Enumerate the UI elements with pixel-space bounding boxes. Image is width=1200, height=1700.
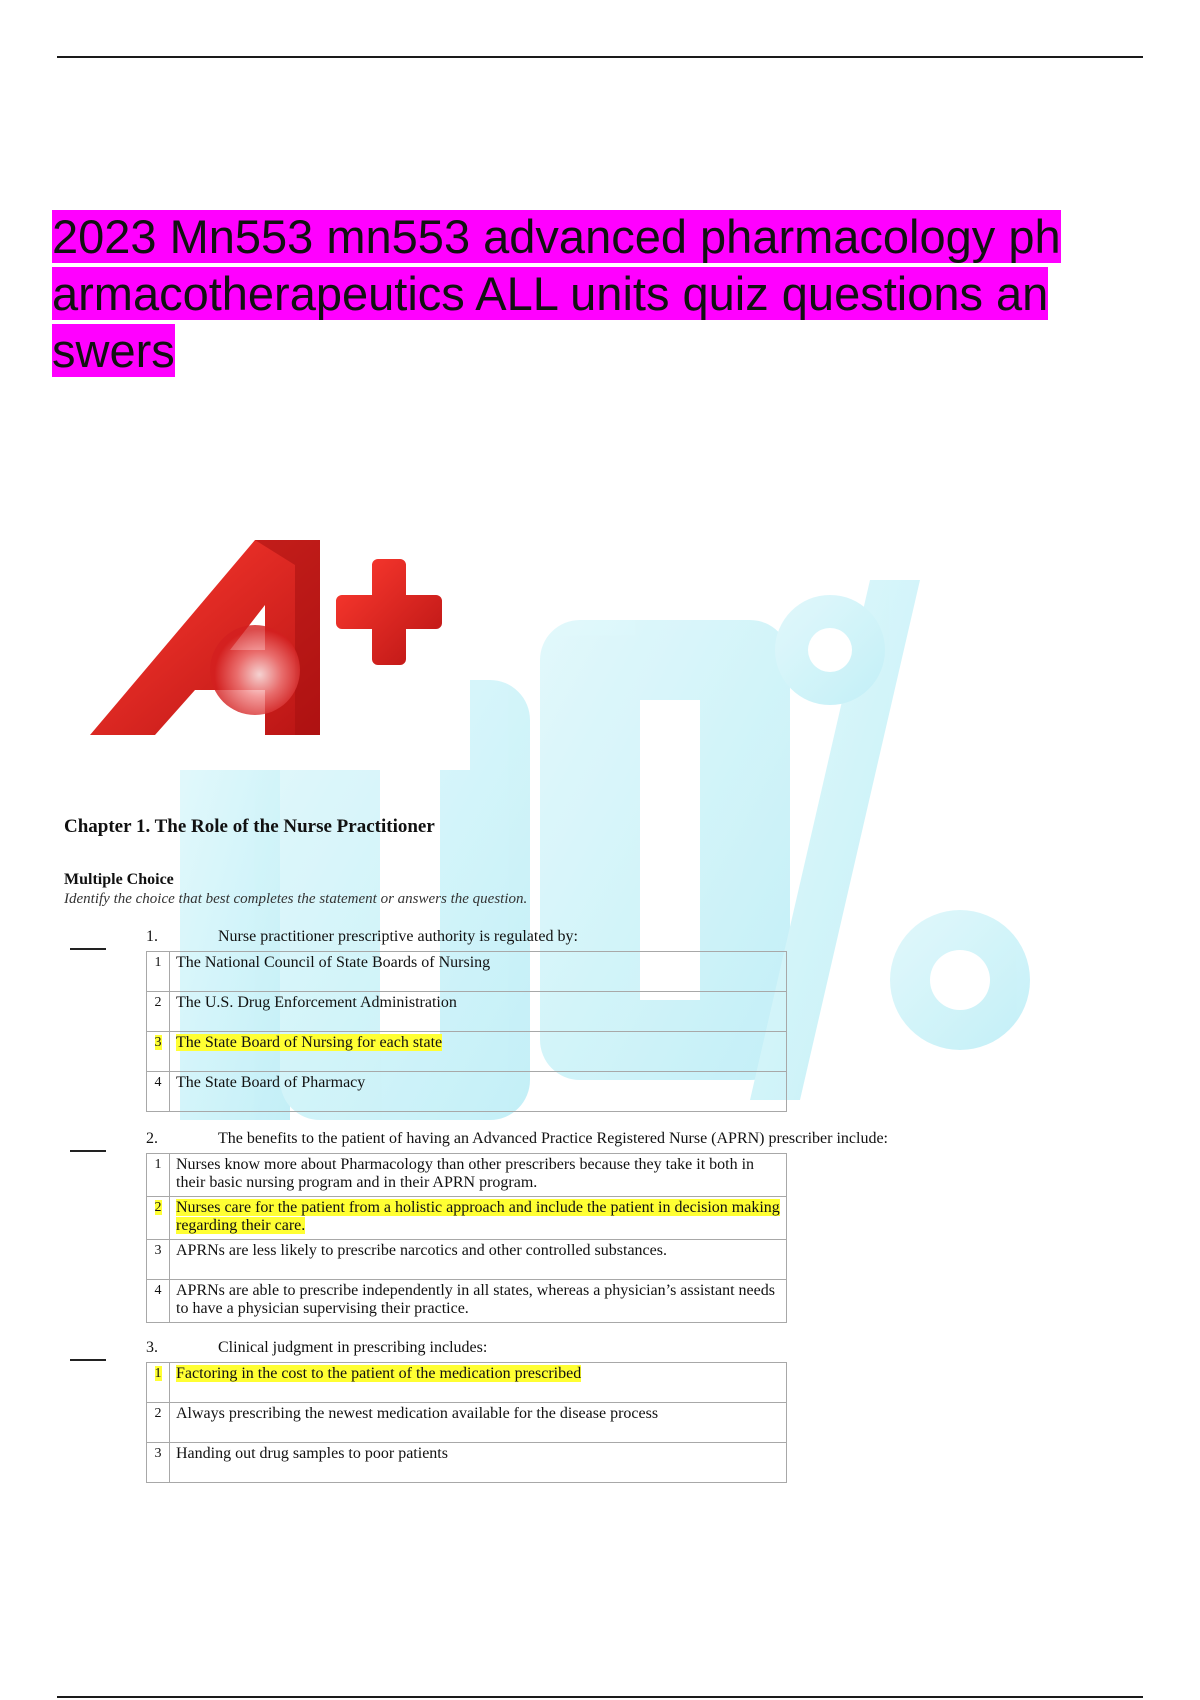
option-label-highlighted: Nurses care for the patient from a holistic approach and include the patient in decision making regarding their care.: [176, 1199, 780, 1234]
header-rule: [57, 56, 1143, 58]
options-table: [146, 1153, 787, 1323]
option-number-highlight: 1: [154, 1366, 162, 1381]
option-text: [170, 1240, 787, 1280]
option-label-highlighted: Factoring in the cost to the patient of the medication prescribed: [176, 1365, 582, 1382]
option-text: [170, 1032, 787, 1072]
option-number-highlight: 3: [154, 1035, 162, 1050]
option-label: Handing out drug samples to poor patients: [176, 1445, 448, 1462]
option-row[interactable]: [147, 1154, 787, 1197]
question-number: 3.: [146, 1339, 158, 1356]
option-number: 3: [147, 1443, 170, 1483]
option-label: APRNs are less likely to prescribe narcotics and other controlled substances.: [176, 1242, 667, 1259]
option-label: APRNs are able to prescribe independently in all states, whereas a physician’s assistant needs to have a physician supervising their practice.: [176, 1282, 775, 1317]
option-label-highlighted: The State Board of Nursing for each state: [176, 1034, 443, 1051]
option-label: The National Council of State Boards of Nursing: [176, 954, 491, 971]
question-text: Nurse practitioner prescriptive authority is regulated by:: [218, 928, 578, 945]
option-row-correct[interactable]: [147, 1363, 787, 1403]
option-label: The U.S. Drug Enforcement Administration: [176, 994, 457, 1011]
option-number: 2: [147, 1403, 170, 1443]
option-text: [170, 1072, 787, 1112]
option-number: 3: [147, 1240, 170, 1280]
options-table: [146, 951, 787, 1112]
section-heading: Multiple Choice: [64, 871, 174, 888]
question-text: Clinical judgment in prescribing includes:: [218, 1339, 488, 1356]
option-text: [170, 1154, 787, 1197]
option-row-correct[interactable]: [147, 1032, 787, 1072]
options-table: [146, 1362, 787, 1483]
option-row[interactable]: [147, 952, 787, 992]
option-label: Always prescribing the newest medication available for the disease process: [176, 1405, 659, 1422]
option-number: 1: [147, 952, 170, 992]
option-text: [170, 1197, 787, 1240]
option-text: [170, 1363, 787, 1403]
option-number: 2: [147, 992, 170, 1032]
question-text: The benefits to the patient of having an Advanced Practice Registered Nurse (APRN) prescriber include:: [218, 1130, 888, 1147]
option-number: 1: [147, 1154, 170, 1197]
title-line-2: armacotherapeutics ALL units quiz questions an: [52, 267, 1049, 320]
answer-blank[interactable]: [70, 1150, 106, 1152]
footer-rule: [57, 1696, 1143, 1698]
option-label: Nurses know more about Pharmacology than other prescribers because they take it both in their basic nursing program and in their APRN program.: [176, 1156, 755, 1191]
option-number: [147, 1197, 170, 1240]
option-label: The State Board of Pharmacy: [176, 1074, 366, 1091]
option-number: [147, 1363, 170, 1403]
option-row-correct[interactable]: [147, 1197, 787, 1240]
option-row[interactable]: [147, 1403, 787, 1443]
question-number: 1.: [146, 928, 158, 945]
option-text: [170, 952, 787, 992]
answer-blank[interactable]: [70, 948, 106, 950]
title-line-1: 2023 Mn553 mn553 advanced pharmacology ph: [52, 210, 1061, 263]
option-text: [170, 1403, 787, 1443]
option-number: 4: [147, 1280, 170, 1323]
instructions-text: Identify the choice that best completes the statement or answers the question.: [64, 891, 528, 907]
document-title: [52, 208, 1152, 379]
option-row[interactable]: [147, 1240, 787, 1280]
question-number: 2.: [146, 1130, 158, 1147]
title-line-3: swers: [52, 324, 175, 377]
option-number: [147, 1032, 170, 1072]
answer-blank[interactable]: [70, 1359, 106, 1361]
option-text: [170, 992, 787, 1032]
option-text: [170, 1280, 787, 1323]
a-plus-logo: [80, 520, 470, 770]
option-row[interactable]: [147, 1280, 787, 1323]
chapter-heading: Chapter 1. The Role of the Nurse Practitioner: [64, 816, 435, 837]
option-row[interactable]: [147, 1443, 787, 1483]
option-row[interactable]: [147, 1072, 787, 1112]
option-number-highlight: 2: [154, 1200, 162, 1215]
option-number: 4: [147, 1072, 170, 1112]
option-row[interactable]: [147, 992, 787, 1032]
option-text: [170, 1443, 787, 1483]
